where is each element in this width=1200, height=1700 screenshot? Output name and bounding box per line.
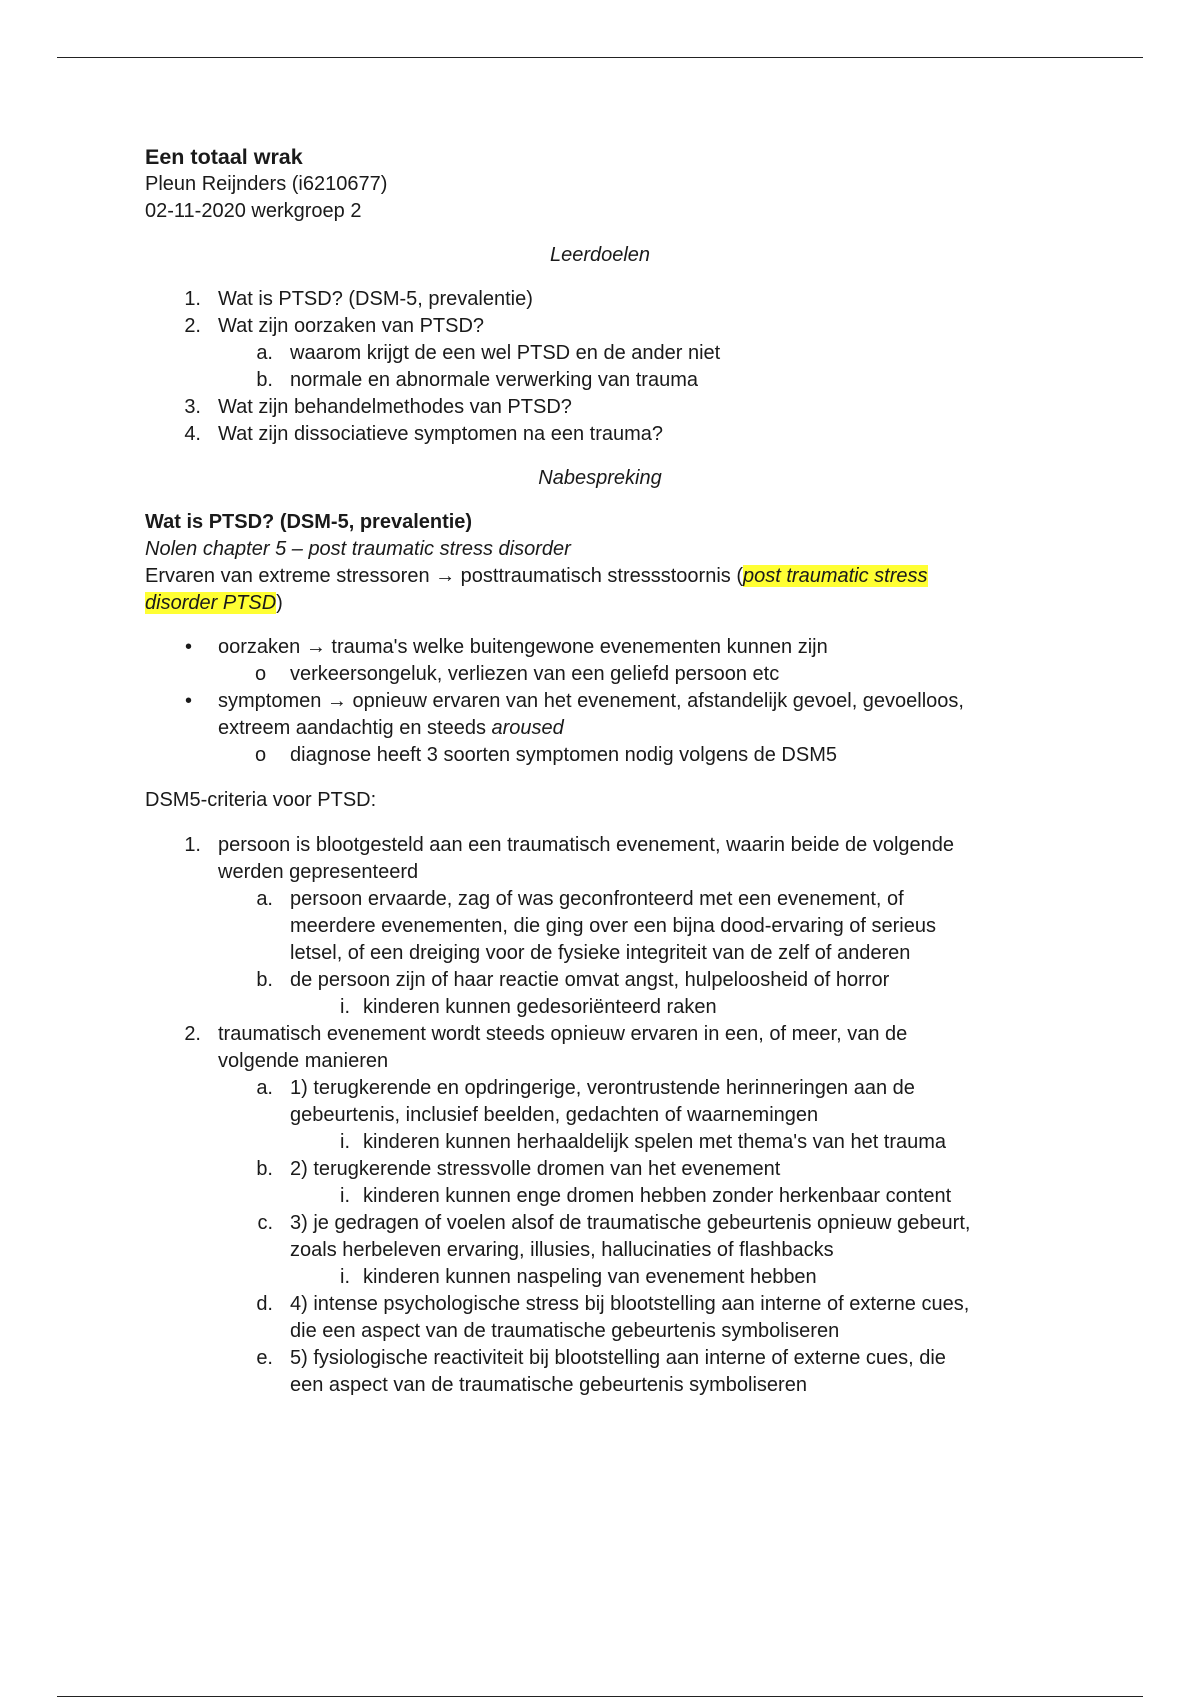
list-marker: 4. <box>184 423 201 445</box>
list-item-text: kinderen kunnen herhaaldelijk spelen met thema's van het trauma <box>363 1131 947 1153</box>
source-line: Nolen chapter 5 – post traumatic stress disorder <box>145 538 571 560</box>
list-marker: a. <box>256 888 273 910</box>
list-item <box>145 1210 1055 1264</box>
list-marker: i. <box>340 1185 350 1207</box>
date-group-line: 02-11-2020 werkgroep 2 <box>145 200 362 222</box>
list-item-text: een aspect van de traumatische gebeurtenis symboliseren <box>290 1374 807 1396</box>
list-item <box>145 421 1055 448</box>
author-line: Pleun Reijnders (i6210677) <box>145 173 388 195</box>
leerdoelen-heading: Leerdoelen <box>549 244 651 266</box>
list-item <box>145 634 1055 661</box>
list-item-text: Wat zijn oorzaken van PTSD? <box>218 315 485 337</box>
list-marker: i. <box>340 996 350 1018</box>
list-item <box>145 1264 1055 1291</box>
document-title: Een totaal wrak <box>145 145 303 169</box>
list-item <box>145 1183 1055 1210</box>
list-item <box>145 1021 1055 1075</box>
list-marker: e. <box>256 1347 273 1369</box>
list-marker: a. <box>256 1077 273 1099</box>
section-title: Wat is PTSD? (DSM-5, prevalentie) <box>145 511 473 533</box>
list-item <box>145 661 1055 688</box>
list-item <box>145 742 1055 769</box>
list-item-text: persoon is blootgesteld aan een traumatisch evenement, waarin beide de volgende <box>218 834 955 856</box>
list-item <box>145 886 1055 967</box>
list-item-text: Wat zijn behandelmethodes van PTSD? <box>218 396 572 418</box>
list-item-text: 4) intense psychologische stress bij blootstelling aan interne of externe cues, <box>290 1293 970 1315</box>
list-marker: a. <box>256 342 273 364</box>
list-item <box>145 313 1055 340</box>
list-item-text: oorzaken → trauma's welke buitengewone evenementen kunnen zijn <box>218 636 828 658</box>
criteria-heading: DSM5-criteria voor PTSD: <box>145 789 377 811</box>
list-item-text: werden gepresenteerd <box>218 861 419 883</box>
list-item <box>145 1291 1055 1345</box>
list-item-text: symptomen → opnieuw ervaren van het evenement, afstandelijk gevoel, gevoelloos, <box>218 690 964 712</box>
bullet-marker: • <box>185 690 193 712</box>
list-item-text: letsel, of een dreiging voor de fysieke integriteit van de zelf of anderen <box>290 942 911 964</box>
list-item <box>145 367 1055 394</box>
list-item-text: kinderen kunnen enge dromen hebben zonder herkenbaar content <box>363 1185 952 1207</box>
list-marker: b. <box>256 369 273 391</box>
intro-paragraph <box>145 563 1055 617</box>
list-item-text: 1) terugkerende en opdringerige, verontrustende herinneringen aan de <box>290 1077 915 1099</box>
list-item-text: de persoon zijn of haar reactie omvat angst, hulpeloosheid of horror <box>290 969 890 991</box>
list-item-text: meerdere evenementen, die ging over een bijna dood-ervaring of serieus <box>290 915 936 937</box>
bullet-list <box>145 634 1055 769</box>
list-marker: 3. <box>184 396 201 418</box>
list-marker: 1. <box>184 288 201 310</box>
list-marker: c. <box>257 1212 273 1234</box>
list-item-text: kinderen kunnen naspeling van evenement hebben <box>363 1266 817 1288</box>
list-item <box>145 1156 1055 1183</box>
list-marker: 2. <box>184 315 201 337</box>
bullet-marker: o <box>255 744 267 766</box>
list-item-text: verkeersongeluk, verliezen van een geliefd persoon etc <box>290 663 780 685</box>
list-marker: d. <box>256 1293 273 1315</box>
list-marker: i. <box>340 1266 350 1288</box>
criteria-list <box>145 832 1055 1399</box>
list-item-text: zoals herbeleven ervaring, illusies, hallucinaties of flashbacks <box>290 1239 834 1261</box>
bullet-marker: o <box>255 663 267 685</box>
bottom-rule <box>57 1696 1143 1697</box>
list-item-text: extreem aandachtig en steeds <box>218 717 492 739</box>
list-marker: b. <box>256 1158 273 1180</box>
highlighted-term: post traumatic stress <box>743 565 928 587</box>
intro-text: Ervaren van extreme stressoren → posttraumatisch stressstoornis ( <box>145 565 743 587</box>
list-marker: 1. <box>184 834 201 856</box>
list-marker: b. <box>256 969 273 991</box>
list-item <box>145 832 1055 886</box>
italic-term: aroused <box>491 717 564 739</box>
list-item-text: gebeurtenis, inclusief beelden, gedachten of waarnemingen <box>290 1104 819 1126</box>
leerdoelen-list <box>145 286 1055 448</box>
list-item-text: diagnose heeft 3 soorten symptomen nodig volgens de DSM5 <box>290 744 838 766</box>
list-item <box>145 994 1055 1021</box>
list-item-text: 5) fysiologische reactiviteit bij blootstelling aan interne of externe cues, die <box>290 1347 946 1369</box>
bullet-marker: • <box>185 636 193 658</box>
list-item-text: die een aspect van de traumatische gebeurtenis symboliseren <box>290 1320 840 1342</box>
list-item-text: kinderen kunnen gedesoriënteerd raken <box>363 996 717 1018</box>
list-item <box>145 286 1055 313</box>
list-marker: i. <box>340 1131 350 1153</box>
list-item <box>145 1129 1055 1156</box>
list-item-text: 2) terugkerende stressvolle dromen van het evenement <box>290 1158 781 1180</box>
list-item <box>145 394 1055 421</box>
list-item-text: persoon ervaarde, zag of was geconfronteerd met een evenement, of <box>290 888 904 910</box>
nabespreking-heading: Nabespreking <box>538 467 662 489</box>
list-item <box>145 340 1055 367</box>
list-marker: 2. <box>184 1023 201 1045</box>
list-item <box>145 1075 1055 1129</box>
list-item-text: Wat is PTSD? (DSM-5, prevalentie) <box>218 288 533 310</box>
intro-close: ) <box>276 592 283 614</box>
list-item <box>145 1345 1055 1399</box>
list-item-text: traumatisch evenement wordt steeds opnieuw ervaren in een, of meer, van de <box>218 1023 908 1045</box>
highlighted-term: disorder PTSD <box>145 592 277 614</box>
list-item-text: volgende manieren <box>218 1050 389 1072</box>
top-rule <box>57 57 1143 58</box>
list-item-text: Wat zijn dissociatieve symptomen na een trauma? <box>218 423 664 445</box>
list-item-text: waarom krijgt de een wel PTSD en de ander niet <box>290 342 721 364</box>
list-item <box>145 967 1055 994</box>
list-item <box>145 688 1055 742</box>
list-item-text: 3) je gedragen of voelen alsof de traumatische gebeurtenis opnieuw gebeurt, <box>290 1212 971 1234</box>
list-item-text: normale en abnormale verwerking van trauma <box>290 369 698 391</box>
document-body <box>145 144 1055 1399</box>
